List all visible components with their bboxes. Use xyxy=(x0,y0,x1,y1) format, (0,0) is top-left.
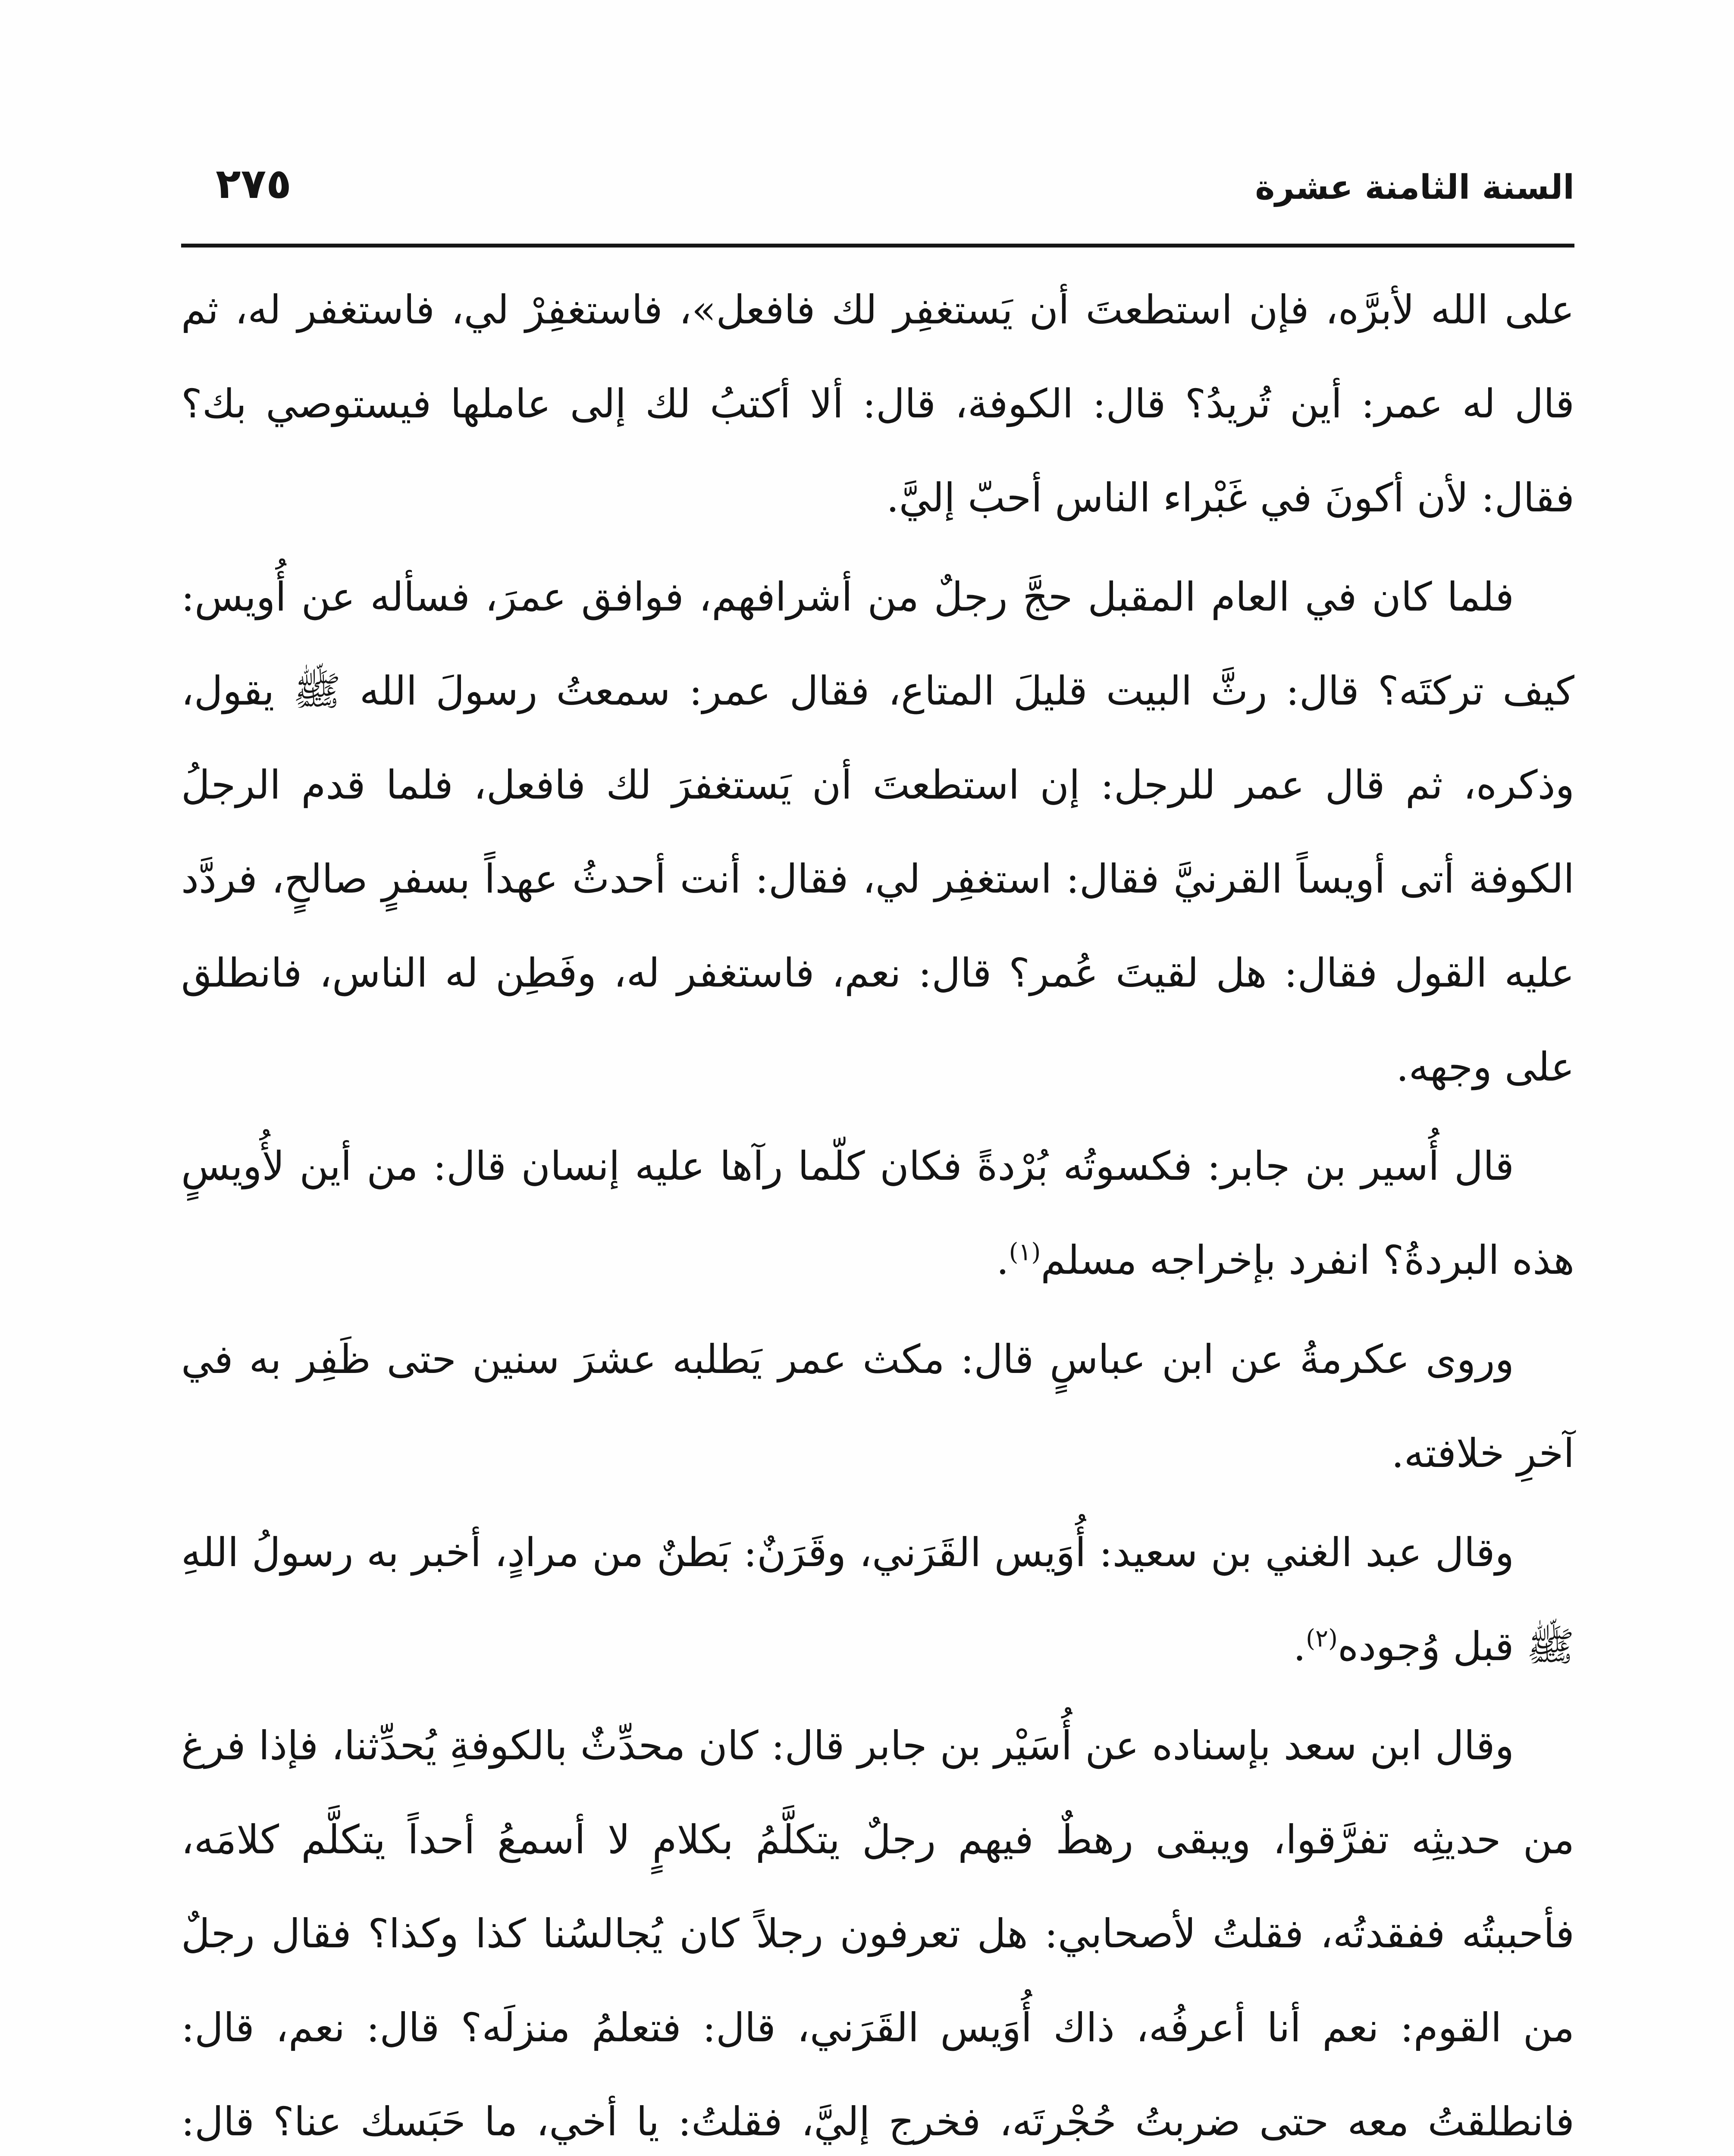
page-number: ٢٧٥ xyxy=(216,160,292,208)
paragraph-text: فلما كان في العام المقبل حجَّ رجلٌ من أشرافهم، فوافق عمرَ، فسأله عن أُويس: كيف تركتَه؟ قال: رثَّ البيت قليلَ المتاع، فقال عمر: سمعتُ رسولَ الله ﷺ يقول، وذكره، ثم قال عمر للرجل: إن استطعتَ أن يَستغفرَ لك فافعل، فلما قدم الرجلُ الكوفة أتى أويساً القرنيَّ فقال: استغفِر لي، فقال: أنت أحدثُ عهداً بسفرٍ صالحٍ، فردَّد عليه القول فقال: هل لقيتَ عُمر؟ قال: نعم، فاستغفر له، وفَطِن له الناس، فانطلق على وجهه. xyxy=(181,574,1574,1090)
footnote-marker: (١) xyxy=(1009,1238,1041,1266)
main-text xyxy=(181,263,1574,2156)
paragraph: قال أُسير بن جابر: فكسوتُه بُرْدةً فكان كلّما رآها عليه إنسان قال: من أين لأُويسٍ هذه البردةُ؟ انفرد بإخراجه مسلم$^{(١)}$. xyxy=(181,1143,1574,1283)
header-divider xyxy=(181,244,1574,248)
paragraph-text: على الله لأبرَّه، فإن استطعتَ أن يَستغفِر لك فافعل»، فاستغفِرْ لي، فاستغفر له، ثم قال له عمر: أين تُريدُ؟ قال: الكوفة، قال: ألا أكتبُ لك إلى عاملها فيستوصي بك؟ فقال: لأن أكونَ في غَبْراء الناس أحبّ إليَّ. xyxy=(181,287,1574,521)
paragraph xyxy=(181,263,1574,545)
running-title: السنة الثامنة عشرة xyxy=(1255,168,1574,207)
paragraph xyxy=(181,1699,1574,2156)
paragraph-text: وقال ابن سعد بإسناده عن أُسَيْر بن جابر قال: كان محدِّثٌ بالكوفةِ يُحدِّثنا، فإذا فرغ من حديثِه تفرَّقوا، ويبقى رهطٌ فيهم رجلٌ يتكلَّمُ بكلامٍ لا أسمعُ أحداً يتكلَّم كلامَه، فأحببتُه ففقدتُه، فقلتُ لأصحابي: هل تعرفون رجلاً كان يُجالسُنا كذا وكذا؟ فقال رجلٌ من القوم: نعم أنا أعرفُه، ذاك أُوَيس القَرَني، قال: فتعلمُ منزلَه؟ قال: نعم، قال: فانطلقتُ معه حتى ضربتُ حُجْرتَه، فخرج إليَّ، فقلتُ: يا أخي، ما حَبَسك عنا؟ قال: xyxy=(181,1723,1574,2145)
paragraph-text: وروى عكرمةُ عن ابن عباسٍ قال: مكث عمر يَطلبه عشرَ سنين حتى ظَفِر به في آخرِ خلافته. xyxy=(181,1336,1574,1476)
footnote-marker: (٢) xyxy=(1306,1624,1338,1653)
paragraph xyxy=(181,1313,1574,1501)
paragraph: وقال عبد الغني بن سعيد: أُوَيس القَرَني، وقَرَنٌ: بَطنٌ من مرادٍ، أخبر به رسولُ اللهِ ﷺ قبل وُجوده$^{(٢)}$. xyxy=(181,1529,1574,1670)
paragraph-text: وقال عبد الغني بن سعيد: أُوَيس القَرَني، وقَرَنٌ: بَطنٌ من مرادٍ، أخبر به رسولُ اللهِ ﷺ قبل وُجوده xyxy=(181,1529,1574,1670)
paragraph-text: قال أُسير بن جابر: فكسوتُه بُرْدةً فكان كلّما رآها عليه إنسان قال: من أين لأُويسٍ هذه البردةُ؟ انفرد بإخراجه مسلم xyxy=(181,1143,1574,1283)
page-header xyxy=(181,142,1574,229)
paragraph xyxy=(181,550,1574,1114)
